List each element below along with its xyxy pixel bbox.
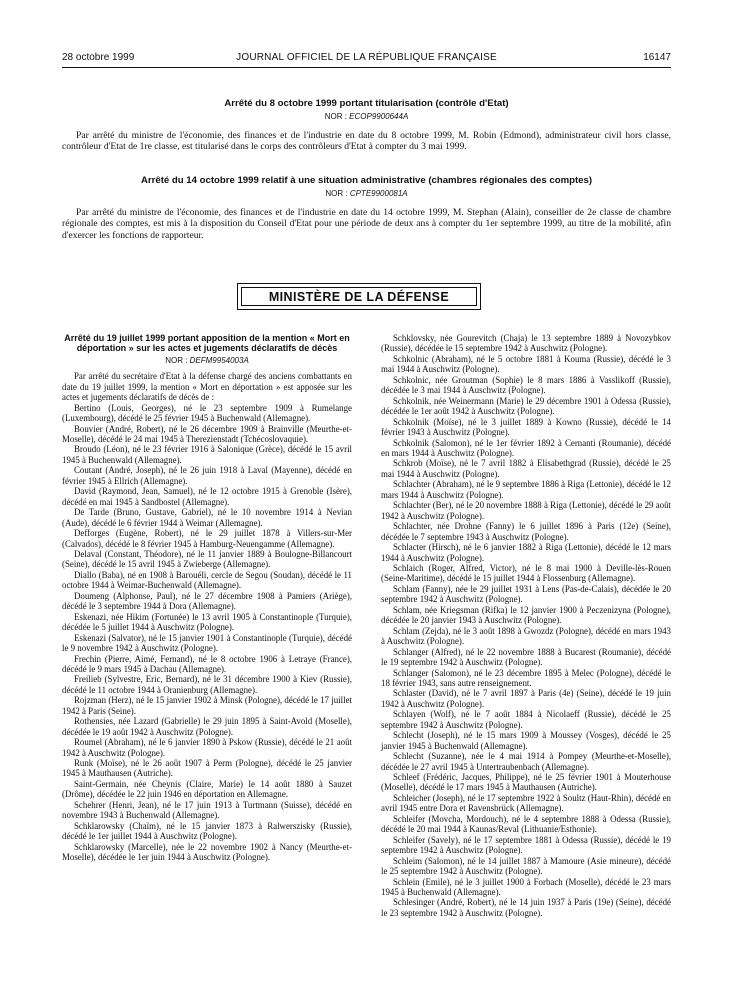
- decree-text: Par arrêté du ministre de l'économie, des finances et de l'industrie en date du 14 octobre 1999, M. Stephan (Alain), conseiller de 2e classe de chambre régionale des comptes, est mis à la disposition du Conseil d'Etat pour une période de deux ans à compter du 1er septembre 1999, au titre de la mobilité, afin d'exercer les fonctions de rapporteur.: [62, 207, 671, 241]
- list-item: Schkolnik (Moïse), né le 3 juillet 1889 à Kowno (Russie), décédé le 14 février 1943 à Auschwitz (Pologne).: [381, 416, 671, 438]
- list-item: Roumel (Abraham), né le 6 janvier 1890 à Pskow (Russie), décédé le 21 août 1942 à Auschwitz (Pologne).: [62, 737, 352, 758]
- list-item: Delaval (Constant, Théodore), né le 11 janvier 1889 à Boulogne-Billancourt (Seine), décédé le 15 avril 1945 à Zwieberge (Allemagne).: [62, 548, 352, 570]
- right-column: [381, 333, 671, 918]
- list-item: Eskenazi (Salvator), né le 15 janvier 1901 à Constantinople (Turquie), décédé le 9 novembre 1942 à Auschwitz (Pologne).: [62, 632, 352, 654]
- list-item: Schkolnic (Abraham), né le 5 octobre 1881 à Kouma (Russie), décédé le 3 mai 1944 à Auschwitz (Pologne).: [381, 353, 671, 375]
- list-item: Schkolnik, née Weinermann (Marie) le 29 décembre 1901 à Odessa (Russie), décédée le 1er août 1942 à Auschwitz (Pologne).: [381, 395, 671, 417]
- list-item: Schlam (Fanny), née le 29 juillet 1931 à Lens (Pas-de-Calais), décédée le 20 septembre 1942 à Auschwitz (Pologne).: [381, 583, 671, 605]
- list-item: Frechin (Pierre, Aimé, Fernand), né le 8 octobre 1906 à Letraye (France), décédé le 9 mars 1945 à Dachau (Allemagne).: [62, 653, 352, 674]
- decree-situation-administrative: [62, 175, 671, 241]
- list-item: Schleim (Salomon), né le 14 juillet 1887 à Mamoure (Asie mineure), décédé le 25 septembre 1942 à Auschwitz (Pologne).: [381, 855, 671, 877]
- decree-nor: [62, 356, 352, 366]
- decree-titularisation: [62, 98, 671, 153]
- nor-code: DEFM9954003A: [189, 355, 249, 365]
- header-date: 28 octobre 1999: [62, 52, 135, 63]
- decree-title: Arrêté du 19 juillet 1999 portant apposition de la mention « Mort en déportation » sur les actes et jugements déclaratifs de décès: [64, 333, 350, 354]
- list-item: Schlaster (David), né le 7 avril 1897 à Paris (4e) (Seine), décédé le 19 juin 1942 à Auschwitz (Pologne).: [381, 688, 671, 709]
- list-item: Rojzman (Herz), né le 15 janvier 1902 à Minsk (Pologne), décédé le 17 juillet 1942 à Paris (Seine).: [62, 695, 352, 716]
- header-rule: [62, 67, 671, 68]
- decree-nor: [62, 189, 671, 198]
- list-item: Schlein (Emile), né le 3 juillet 1900 à Forbach (Moselle), décédé le 23 mars 1945 à Buchenwald (Allemagne).: [381, 876, 671, 898]
- list-item: Coutant (André, Joseph), né le 26 juin 1918 à Laval (Mayenne), décédé en février 1945 à Ellrich (Allemagne).: [62, 465, 352, 486]
- list-item: Schleicher (Joseph), né le 17 septembre 1922 à Soultz (Haut-Rhin), décédé en avril 1945 entre Dora et Ravensbrück (Allemagne).: [381, 792, 671, 814]
- list-item: Schklarowsky (Marcelle), née le 22 novembre 1902 à Nancy (Meurthe-et-Moselle), décédée le 1er juin 1944 à Auschwitz (Pologne).: [62, 841, 352, 863]
- list-item: Schlachter (Abraham), né le 9 septembre 1886 à Riga (Lettonie), décédé le 12 mars 1944 à Auschwitz (Pologne).: [381, 479, 671, 500]
- right-entry-list: [381, 333, 671, 918]
- decree-nor: [62, 112, 671, 121]
- list-item: Bouvier (André, Robert), né le 26 décembre 1909 à Brainville (Meurthe-et-Moselle), décédé le 24 mai 1945 à Therezienstadt (Tchécoslovaquie).: [62, 423, 352, 444]
- list-item: Eskenazi, née Hikim (Fortunée) le 13 avril 1905 à Constantinople (Turquie), décédée le 5 juillet 1944 à Auschwitz (Pologne).: [62, 611, 352, 633]
- ministry-heading: MINISTÈRE DE LA DÉFENSE: [268, 289, 450, 304]
- list-item: Schleifer (Savely), né le 17 septembre 1881 à Odessa (Russie), décédé le 19 septembre 1942 à Auschwitz (Pologne).: [381, 834, 671, 856]
- list-item: Saint-Germain, née Cheynis (Claire, Marie) le 14 août 1880 à Sauzet (Drôme), décédée le 22 juin 1946 en déportation en Allemagne.: [62, 778, 352, 800]
- ministry-heading-box: [237, 283, 481, 310]
- list-item: Schlachter, née Drohne (Fanny) le 6 juillet 1896 à Paris (12e) (Seine), décédée le 7 septembre 1943 à Auschwitz (Pologne).: [381, 521, 671, 542]
- list-item: Schehrer (Henri, Jean), né le 17 juin 1913 à Turtmann (Suisse), décédé en novembre 1943 à Buchenwald (Allemagne).: [62, 799, 352, 821]
- list-item: De Tarde (Bruno, Gustave, Gabriel), né le 10 novembre 1914 à Nevian (Aude), décédé le 6 février 1944 à Weimar (Allemagne).: [62, 507, 352, 528]
- list-item: Freilieb (Sylvestre, Eric, Bernard), né le 31 décembre 1900 à Kiev (Russie), décédé le 11 octobre 1944 à Oranienburg (Allemagne).: [62, 674, 352, 695]
- decree-title: Arrêté du 8 octobre 1999 portant titularisation (contrôle d'Etat): [224, 98, 509, 109]
- list-item: Schlayen (Wolf), né le 7 août 1884 à Nicolaeff (Russie), décédé le 25 septembre 1942 à Auschwitz (Pologne).: [381, 709, 671, 730]
- list-item: Schklarowsky (Chaïm), né le 15 janvier 1873 à Ralwerszisky (Russie), décédé le 1er juillet 1944 à Auschwitz (Pologne).: [62, 820, 352, 842]
- header-page-number: 16147: [643, 52, 671, 63]
- list-item: Doumeng (Alphonse, Paul), né le 27 décembre 1908 à Pamiers (Ariège), décédé le 3 septembre 1944 à Dora (Allemagne).: [62, 590, 352, 612]
- list-item: Schlam (Zejda), né le 3 août 1898 à Gwozdz (Pologne), décédé en mars 1943 à Auschwitz (Pologne).: [381, 625, 671, 647]
- list-item: Schlecht (Suzanne), née le 4 mai 1914 à Pompey (Meurthe-et-Moselle), décédée le 27 avril 1945 à Untertraubenbach (Allemagne).: [381, 751, 671, 772]
- decree-text: Par arrêté du ministre de l'économie, des finances et de l'industrie en date du 8 octobre 1999, M. Robin (Edmond), administrateur civil hors classe, contrôleur d'Etat de 1re classe, est titularisé dans le corps des contrôleurs d'Etat à compter du 3 mai 1999.: [62, 130, 671, 153]
- decree-title: Arrêté du 14 octobre 1999 relatif à une situation administrative (chambres régionales des comptes): [140, 175, 593, 186]
- list-item: Runk (Moïse), né le 26 août 1907 à Perm (Pologne), décédé le 25 janvier 1945 à Mauthausen (Autriche).: [62, 758, 352, 779]
- list-item: Schlesinger (André, Robert), né le 14 juin 1937 à Paris (19e) (Seine), décédé le 23 septembre 1942 à Auschwitz (Pologne).: [381, 897, 671, 918]
- header-journal-title: JOURNAL OFFICIEL DE LA RÉPUBLIQUE FRANÇAISE: [236, 52, 497, 63]
- nor-label: NOR :: [165, 355, 190, 365]
- list-item: Schlachter (Ber), né le 20 novembre 1888 à Riga (Lettonie), décédé le 29 août 1942 à Auschwitz (Pologne).: [381, 500, 671, 521]
- list-item: Schlaich (Roger, Alfred, Victor), né le 8 mai 1900 à Deville-lès-Rouen (Seine-Maritime), décédé le 15 juillet 1944 à Flossenburg (Allemagne).: [381, 562, 671, 584]
- list-item: Schkolnic, née Groutman (Sophie) le 8 mars 1886 à Vasslikoff (Russie), décédée le 3 mai 1944 à Auschwitz (Pologne).: [381, 374, 671, 396]
- list-item: Schleef (Frédéric, Jacques, Philippe), né le 25 février 1901 à Mouterhouse (Moselle), décédé le 17 mars 1945 à Mauthausen (Autriche).: [381, 772, 671, 793]
- decree-intro: Par arrêté du secrétaire d'Etat à la défense chargé des anciens combattants en date du 19 juillet 1999, la mention « Mort en déportation » est apposée sur les actes et jugements déclaratifs de décès de :: [62, 371, 352, 403]
- list-item: Schlanger (Salomon), né le 23 décembre 1895 à Melec (Pologne), décédé le 18 février 1943, sans autre renseignement.: [381, 667, 671, 688]
- list-item: Broudo (Léon), né le 23 février 1916 à Salonique (Grèce), décédé le 15 avril 1945 à Buchenwald (Allemagne).: [62, 444, 352, 465]
- list-item: Bertino (Louis, Georges), né le 23 septembre 1909 à Rumelange (Luxembourg), décédé le 25 février 1945 à Buchenwald (Allemagne).: [62, 402, 352, 424]
- nor-code: ECOP9900644A: [349, 112, 409, 121]
- list-item: Rothensies, née Lazard (Gabrielle) le 29 juin 1895 à Saint-Avold (Moselle), décédée le 19 août 1942 à Auschwitz (Pologne).: [62, 716, 352, 737]
- list-item: David (Raymond, Jean, Samuel), né le 12 octobre 1915 à Grenoble (Isère), décédé en mai 1945 à Sandbostel (Allemagne).: [62, 486, 352, 507]
- nor-label: NOR :: [325, 189, 350, 198]
- left-entry-list: [62, 403, 352, 863]
- left-column: [62, 333, 352, 863]
- list-item: Schlam, née Kriegsman (Rifka) le 12 janvier 1900 à Peczenizyna (Pologne), décédée le 20 janvier 1943 à Auschwitz (Pologne).: [381, 604, 671, 626]
- list-item: Diallo (Baba), né en 1908 à Barouéli, cercle de Segou (Soudan), décédé le 11 octobre 1944 à Weimar-Buchenwald (Allemagne).: [62, 569, 352, 591]
- nor-label: NOR :: [324, 112, 350, 121]
- page-header: [62, 52, 671, 66]
- list-item: Schlanger (Alfred), né le 22 novembre 1888 à Bucarest (Roumanie), décédé le 19 septembre 1942 à Auschwitz (Pologne).: [381, 646, 671, 668]
- list-item: Schklovsky, née Gourevitch (Chaja) le 13 septembre 1889 à Novozybkov (Russie), décédée le 15 septembre 1942 à Auschwitz (Pologne).: [381, 333, 671, 354]
- list-item: Schkrob (Moïse), né le 7 avril 1882 à Elisabethgrad (Russie), décédé le 25 mai 1944 à Auschwitz (Pologne).: [381, 458, 671, 479]
- list-item: Schlecht (Joseph), né le 15 mars 1909 à Moussey (Vosges), décédé le 25 janvier 1945 à Buchenwald (Allemagne).: [381, 730, 671, 751]
- nor-code: CPTE9900081A: [349, 189, 408, 198]
- list-item: Schlacter (Hirsch), né le 6 janvier 1882 à Riga (Lettonie), décédé le 12 mars 1944 à Auschwitz (Pologne).: [381, 542, 671, 563]
- list-item: Schleifer (Movcha, Mordouch), né le 4 septembre 1888 à Odessa (Russie), décédé le 20 mai 1944 à Kaunas/Reval (Lithuanie/Esthonie).: [381, 813, 671, 835]
- list-item: Schkolnik (Salomon), né le 1er février 1892 à Cernanti (Roumanie), décédé en mars 1944 à Auschwitz (Pologne).: [381, 437, 671, 458]
- list-item: Defforges (Eugène, Robert), né le 29 juillet 1878 à Villers-sur-Mer (Calvados), décédé le 8 février 1945 à Hamburg-Neuengamme (Allemagne).: [62, 528, 352, 549]
